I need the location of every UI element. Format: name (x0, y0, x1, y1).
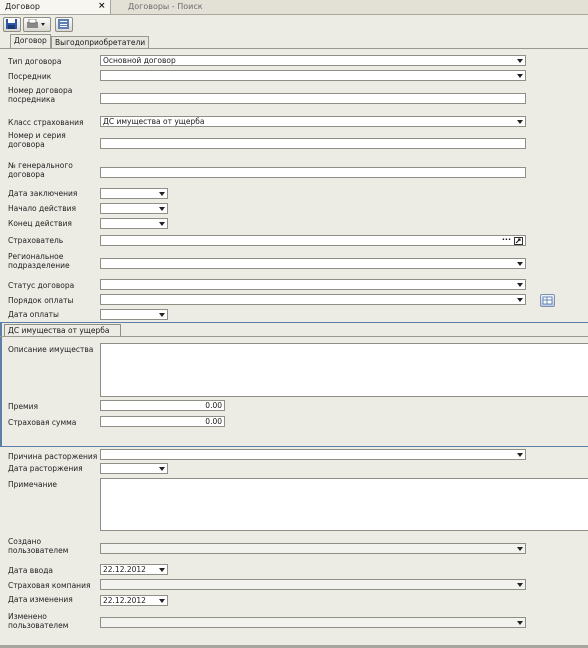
chevron-down-icon (517, 74, 523, 78)
payment-date-picker[interactable] (100, 309, 168, 320)
termination-reason-select[interactable] (100, 449, 526, 460)
end-date-label: Конец действия (8, 219, 72, 228)
chevron-down-icon (517, 547, 523, 551)
regional-unit-label: Региональное подразделение (8, 252, 70, 270)
contract-number-label: Номер и серия договора (8, 131, 66, 149)
termination-date-picker[interactable] (100, 463, 168, 474)
insured-sum-input[interactable] (100, 416, 225, 427)
property-description-textarea[interactable] (100, 343, 588, 397)
insurance-class-label: Класс страхования (8, 118, 84, 127)
chevron-down-icon (517, 298, 523, 302)
insurance-class-value: ДС имущества от ущерба (103, 117, 205, 126)
table-icon (542, 296, 553, 305)
insured-sum-value: 0.00 (205, 417, 222, 426)
tab-contracts-search[interactable]: Договоры - Поиск (128, 2, 203, 11)
modified-date-picker[interactable] (100, 595, 168, 606)
toolbar (0, 15, 588, 33)
payment-order-select[interactable] (100, 294, 526, 305)
print-button[interactable] (23, 17, 51, 32)
chevron-down-icon (159, 568, 165, 572)
contract-status-label: Статус договора (8, 281, 75, 290)
chevron-down-icon (159, 222, 165, 226)
chevron-down-icon (517, 262, 523, 266)
open-link-icon[interactable] (514, 237, 523, 245)
conclusion-date-label: Дата заключения (8, 189, 78, 198)
form-tabs (0, 35, 588, 49)
modified-by-label: Изменено пользователем (8, 612, 69, 630)
list-button[interactable] (55, 17, 73, 32)
modified-by-select[interactable] (100, 617, 526, 628)
insured-sum-label: Страховая сумма (8, 418, 77, 427)
chevron-down-icon (159, 192, 165, 196)
general-contract-label: № генерального договора (8, 161, 73, 179)
entry-date-picker[interactable] (100, 564, 168, 575)
premium-label: Премия (8, 402, 39, 411)
close-icon[interactable]: × (98, 1, 106, 11)
entry-date-label: Дата ввода (8, 566, 54, 575)
payment-schedule-button[interactable] (540, 294, 555, 307)
contract-type-select[interactable] (100, 55, 526, 66)
print-icon (26, 19, 46, 29)
list-icon (58, 19, 69, 29)
panel-bottom-divider (0, 446, 588, 447)
termination-reason-label: Причина расторжения (8, 452, 98, 461)
termination-date-label: Дата расторжения (8, 464, 83, 473)
chevron-down-icon (517, 283, 523, 287)
chevron-down-icon (517, 59, 523, 63)
insurance-company-select[interactable] (100, 579, 526, 590)
chevron-down-icon (159, 207, 165, 211)
chevron-down-icon (159, 313, 165, 317)
contract-number-input[interactable] (100, 138, 526, 149)
entry-date-value: 22.12.2012 (103, 565, 146, 574)
general-contract-input[interactable] (100, 167, 526, 178)
save-button[interactable] (3, 17, 21, 32)
created-by-select[interactable] (100, 543, 526, 554)
premium-input[interactable] (100, 400, 225, 411)
modified-date-label: Дата изменения (8, 595, 73, 604)
chevron-down-icon (517, 120, 523, 124)
start-date-label: Начало действия (8, 204, 77, 213)
insurance-company-label: Страховая компания (8, 581, 91, 590)
inner-tab-underline (0, 336, 588, 337)
chevron-down-icon (517, 453, 523, 457)
regional-unit-select[interactable] (100, 258, 526, 269)
note-label: Примечание (8, 480, 57, 489)
tab-beneficiaries[interactable]: Выгодоприобретатели (51, 36, 149, 48)
intermediary-select[interactable] (100, 70, 526, 81)
tab-contract-form[interactable]: Договор (10, 34, 51, 48)
end-date-picker[interactable] (100, 218, 168, 229)
payment-date-label: Дата оплаты (8, 310, 59, 319)
premium-value: 0.00 (205, 401, 222, 410)
chevron-down-icon (517, 583, 523, 587)
intermediary-contract-input[interactable] (100, 93, 526, 104)
property-description-label: Описание имущества (8, 345, 94, 354)
panel-left-border (0, 322, 2, 446)
start-date-picker[interactable] (100, 203, 168, 214)
panel-divider (0, 322, 588, 323)
intermediary-contract-label: Номер договора посредника (8, 86, 73, 104)
contract-type-label: Тип договора (8, 57, 62, 66)
created-by-label: Создано пользователем (8, 537, 69, 555)
payment-order-label: Порядок оплаты (8, 296, 74, 305)
chevron-down-icon (159, 467, 165, 471)
contract-type-value: Основной договор (103, 56, 176, 65)
tab-property-damage[interactable]: ДС имущества от ущерба (4, 324, 121, 336)
insurance-class-select[interactable] (100, 116, 526, 127)
ellipsis-button[interactable]: ··· (501, 235, 511, 244)
chevron-down-icon (517, 621, 523, 625)
save-icon (6, 19, 17, 29)
tab-contract[interactable] (0, 0, 111, 14)
policyholder-label: Страхователь (8, 236, 64, 245)
conclusion-date-picker[interactable] (100, 188, 168, 199)
intermediary-label: Посредник (8, 72, 52, 81)
policyholder-input[interactable] (100, 235, 526, 246)
tab-contract-label: Договор (5, 2, 40, 11)
note-textarea[interactable] (100, 478, 588, 531)
chevron-down-icon (159, 599, 165, 603)
contract-status-select[interactable] (100, 279, 526, 290)
modified-date-value: 22.12.2012 (103, 596, 146, 605)
